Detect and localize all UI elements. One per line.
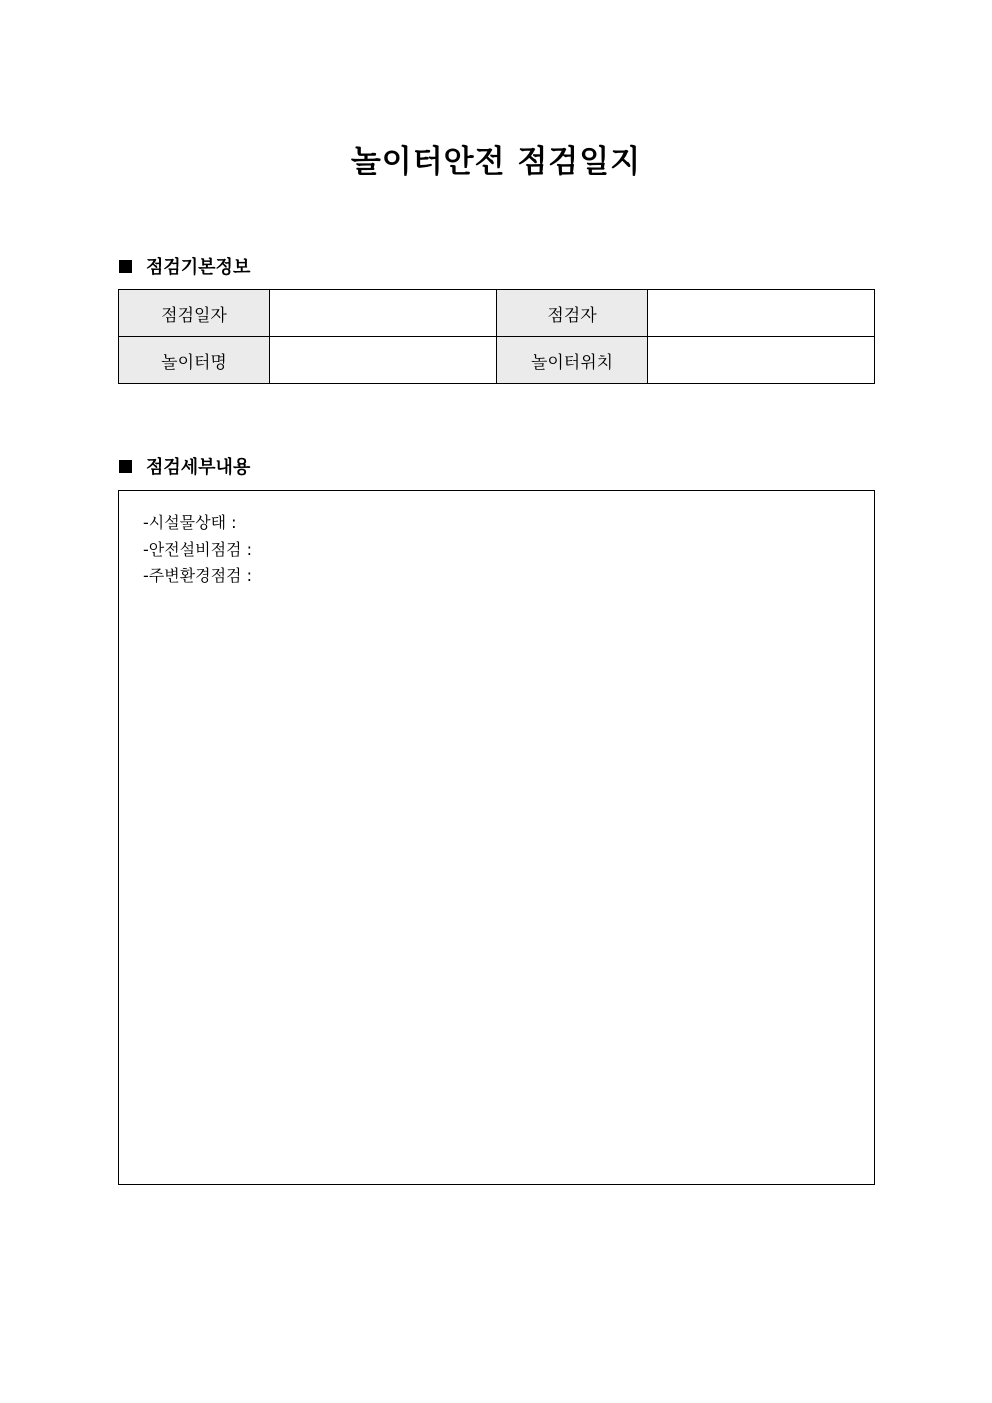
- inspection-date-label: 점검일자: [119, 290, 270, 337]
- playground-location-field[interactable]: [648, 337, 875, 384]
- playground-name-field[interactable]: [270, 337, 497, 384]
- inspection-details-box[interactable]: [118, 490, 875, 1185]
- section-heading-basic-info: [119, 253, 250, 279]
- inspection-details-list: [143, 510, 252, 590]
- playground-location-label: 놀이터위치: [497, 337, 648, 384]
- section-heading-details: [119, 453, 250, 479]
- basic-info-table: [118, 289, 875, 384]
- playground-name-label: 놀이터명: [119, 337, 270, 384]
- inspector-field[interactable]: [648, 290, 875, 337]
- table-row: [119, 337, 875, 384]
- surroundings-line: -주변환경점검 :: [143, 566, 252, 585]
- section-heading-label: 점검기본정보: [146, 257, 251, 278]
- safety-equipment-line: -안전설비점검 :: [143, 539, 252, 559]
- square-bullet-icon: [119, 460, 132, 473]
- document-title: 놀이터안전 점검일지: [350, 144, 642, 180]
- section-heading-label: 점검세부내용: [146, 457, 251, 478]
- facility-condition-line: -시설물상태 :: [143, 513, 237, 532]
- table-row: [119, 290, 875, 337]
- inspection-date-field[interactable]: [270, 290, 497, 337]
- square-bullet-icon: [119, 260, 132, 273]
- inspector-label: 점검자: [497, 290, 648, 337]
